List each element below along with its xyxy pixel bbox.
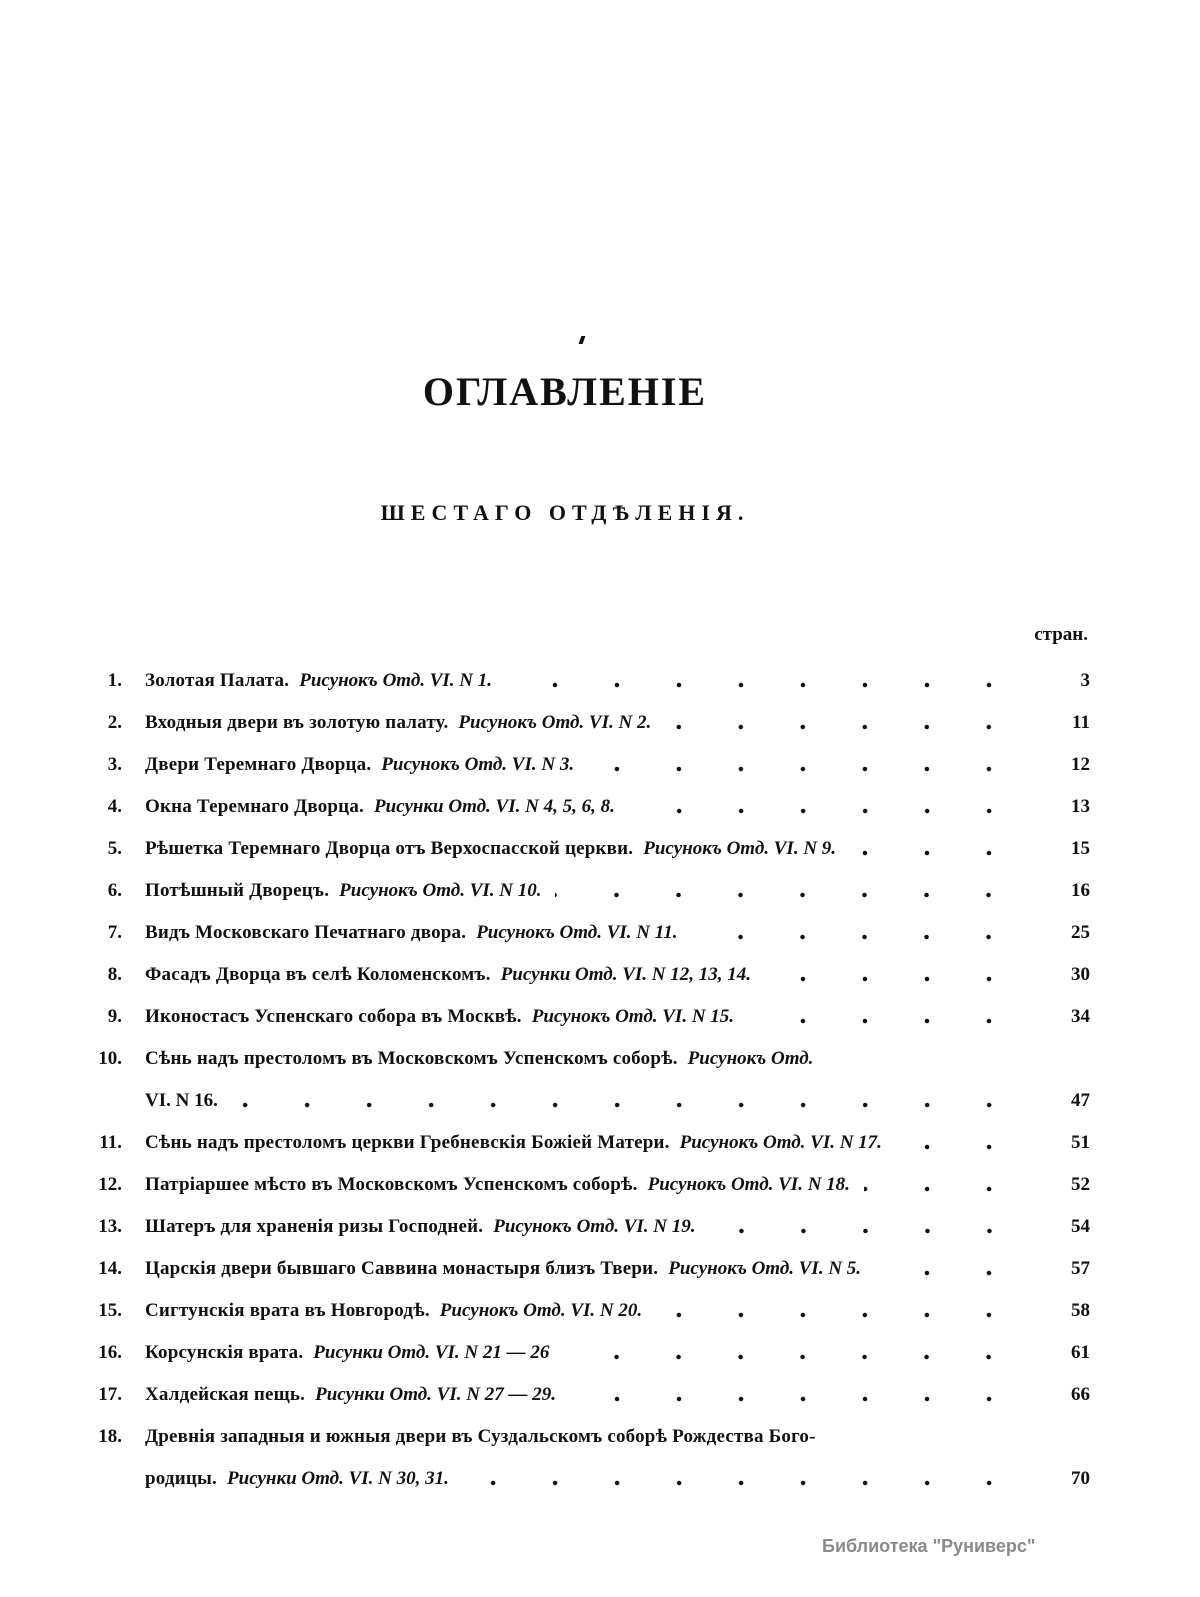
entry-figure-ref: Рисунокъ Отд. VI. N 19. <box>493 1216 696 1237</box>
toc-entry <box>80 1028 1090 1070</box>
toc-entry <box>80 776 1090 818</box>
entry-number: 14. <box>98 1258 122 1279</box>
dot-leader <box>506 682 1020 688</box>
toc-entry <box>80 860 1090 902</box>
entry-number: 11. <box>99 1132 122 1153</box>
entry-page-number: 34 <box>1071 1006 1090 1027</box>
dot-leader <box>588 766 1020 772</box>
dot-leader <box>896 1144 1020 1150</box>
dot-leader <box>748 1018 1020 1024</box>
entry-number: 3. <box>107 754 122 775</box>
dot-leader <box>665 724 1020 730</box>
entry-number: 4. <box>107 796 122 817</box>
entry-text <box>145 712 1026 734</box>
entry-page-number: 30 <box>1071 964 1090 985</box>
entry-page-number: 15 <box>1071 838 1090 859</box>
toc-entry <box>80 1280 1090 1322</box>
entry-page-number: 12 <box>1071 754 1090 775</box>
toc-entry <box>80 818 1090 860</box>
entry-figure-ref: Рисунки Отд. VI. N 4, 5, 6, 8. <box>373 796 615 817</box>
entry-title: Сигтунскія врата въ Новгородѣ. <box>145 1300 430 1321</box>
toc-entry <box>80 986 1090 1028</box>
entry-text <box>145 880 1026 902</box>
entry-number: 5. <box>107 838 122 859</box>
entry-title: Потѣшный Дворецъ. <box>145 880 330 901</box>
dot-leader <box>463 1480 1020 1486</box>
entry-page-number: 57 <box>1071 1258 1090 1279</box>
entry-text <box>145 922 1026 944</box>
page-column-label: стран. <box>1034 624 1088 645</box>
toc-entry <box>80 1322 1090 1364</box>
entry-page-number: 11 <box>1072 712 1090 733</box>
toc-entry <box>80 1364 1090 1406</box>
entry-figure-ref: Рисунокъ Отд. VI. N 17. <box>679 1132 882 1153</box>
entry-text <box>145 670 1026 692</box>
entry-figure-ref: Рисунокъ Отд. VI. N 15. <box>531 1006 735 1027</box>
toc-entry <box>80 1238 1090 1280</box>
entry-text <box>145 1216 1026 1238</box>
entry-page-number: 25 <box>1071 922 1090 943</box>
toc-entry-continuation <box>80 1070 1090 1112</box>
entry-number: 6. <box>107 880 122 901</box>
entry-figure-ref: Рисунокъ Отд. VI. N 18. <box>647 1174 850 1195</box>
dot-leader <box>710 1228 1020 1234</box>
entry-text <box>145 1426 1026 1448</box>
entry-figure-ref: Рисунки Отд. VI. N 27 — 29. <box>315 1384 556 1405</box>
entry-title: Видъ Московскаго Печатнаго двора. <box>145 922 467 943</box>
entry-text <box>145 1342 1026 1364</box>
toc-entry <box>80 1406 1090 1448</box>
entry-title: Окна Теремнаго Дворца. <box>145 796 364 817</box>
entry-number: 2. <box>107 712 122 733</box>
toc-entry <box>80 692 1090 734</box>
entry-figure-ref: Рисунокъ Отд. VI. N 5. <box>668 1258 862 1279</box>
entry-title: Царскія двери бывшаго Саввина монастыря близъ Твери. <box>145 1258 659 1279</box>
entry-title: Сѣнь надъ престоломъ церкви Гребневскія Божіей Матери. <box>145 1132 670 1153</box>
entry-figure-ref: Рисунокъ Отд. VI. N 20. <box>439 1300 643 1321</box>
dot-leader <box>691 934 1020 940</box>
entry-page-number: 16 <box>1071 880 1090 901</box>
entry-number: 13. <box>98 1216 122 1237</box>
dot-leader <box>875 1270 1020 1276</box>
entry-text-continuation <box>145 1468 1026 1490</box>
table-of-contents <box>80 650 1090 1490</box>
entry-text <box>145 838 1026 860</box>
entry-number: 12. <box>98 1174 122 1195</box>
entry-number: 18. <box>98 1426 122 1447</box>
stray-ink-mark <box>579 336 586 344</box>
toc-entry <box>80 650 1090 692</box>
entry-page-number: 3 <box>1080 670 1090 691</box>
entry-title: Древнія западныя и южныя двери въ Суздальскомъ соборѣ Рождества Бого- <box>145 1426 816 1447</box>
entry-page-number: 58 <box>1071 1300 1090 1321</box>
entry-page-number: 47 <box>1071 1090 1090 1111</box>
dot-leader <box>563 1354 1020 1360</box>
toc-entry <box>80 944 1090 986</box>
dot-leader <box>629 808 1020 814</box>
entry-title: Двери Теремнаго Дворца. <box>145 754 372 775</box>
entry-text <box>145 1384 1026 1406</box>
entry-number: 17. <box>98 1384 122 1405</box>
entry-number: 15. <box>98 1300 122 1321</box>
library-watermark: Библиотека "Руниверс" <box>822 1536 1036 1556</box>
entry-number: 8. <box>107 964 122 985</box>
entry-number: 7. <box>107 922 122 943</box>
dot-leader <box>570 1396 1020 1402</box>
dot-leader <box>765 976 1020 982</box>
entry-figure-ref: VI. N 16. <box>145 1090 218 1111</box>
entry-title: Сѣнь надъ престоломъ въ Московскомъ Успенскомъ соборѣ. <box>145 1048 678 1069</box>
entry-text <box>145 964 1026 986</box>
entry-number: 16. <box>98 1342 122 1363</box>
entry-figure-ref: Рисунки Отд. VI. N 12, 13, 14. <box>500 964 752 985</box>
entry-page-number: 51 <box>1071 1132 1090 1153</box>
entry-title: Корсунскія врата. <box>145 1342 304 1363</box>
entry-page-number: 66 <box>1071 1384 1090 1405</box>
entry-figure-ref: Рисунокъ Отд. VI. N 9. <box>643 838 837 859</box>
entry-text <box>145 754 1026 776</box>
entry-page-number: 70 <box>1071 1468 1090 1489</box>
entry-text <box>145 1006 1026 1028</box>
entry-text <box>145 1258 1026 1280</box>
entry-text <box>145 1048 1026 1070</box>
toc-entry <box>80 1154 1090 1196</box>
entry-figure-ref: Рисунокъ Отд. VI. N 2. <box>458 712 652 733</box>
entry-title: Патріаршее мѣсто въ Московскомъ Успенскомъ соборѣ. <box>145 1174 638 1195</box>
entry-title-continuation: родицы. <box>145 1468 218 1489</box>
entry-title: Рѣшетка Теремнаго Дворца отъ Верхоспасской церкви. <box>145 838 634 859</box>
entry-figure-ref: Рисунокъ Отд. VI. N 3. <box>381 754 575 775</box>
entry-text <box>145 1132 1026 1154</box>
entry-title: Иконостасъ Успенскаго собора въ Москвѣ. <box>145 1006 522 1027</box>
dot-leader <box>850 850 1020 856</box>
entry-figure-ref: Рисунокъ Отд. <box>687 1048 814 1069</box>
entry-figure-ref: Рисунокъ Отд. VI. N 11. <box>476 922 678 943</box>
entry-page-number: 52 <box>1071 1174 1090 1195</box>
dot-leader <box>232 1102 1020 1108</box>
toc-entry <box>80 902 1090 944</box>
entry-text-continuation <box>145 1090 1026 1112</box>
entry-page-number: 54 <box>1071 1216 1090 1237</box>
entry-figure-ref: Рисунокъ Отд. VI. N 10. <box>339 880 542 901</box>
page-title: ОГЛАВЛЕНІЕ <box>422 369 708 414</box>
entry-number: 9. <box>107 1006 122 1027</box>
section-subtitle: ШЕСТАГО ОТДѢЛЕНІЯ. <box>380 500 750 525</box>
entry-text <box>145 1174 1026 1196</box>
dot-leader <box>864 1186 1020 1192</box>
entry-figure-ref: Рисунки Отд. VI. N 30, 31. <box>227 1468 449 1489</box>
entry-text <box>145 1300 1026 1322</box>
entry-number: 10. <box>98 1048 122 1069</box>
toc-entry-continuation <box>80 1448 1090 1490</box>
entry-page-number: 13 <box>1071 796 1090 817</box>
entry-title: Фасадъ Дворца въ селѣ Коломенскомъ. <box>145 964 491 985</box>
toc-entry <box>80 1196 1090 1238</box>
entry-number: 1. <box>107 670 122 691</box>
entry-text <box>145 796 1026 818</box>
entry-title: Входныя двери въ золотую палату. <box>145 712 449 733</box>
entry-title: Халдейская пещь. <box>145 1384 306 1405</box>
entry-figure-ref: Рисунокъ Отд. VI. N 1. <box>299 670 493 691</box>
dot-leader <box>555 892 1020 898</box>
entry-title: Шатеръ для храненія ризы Господней. <box>145 1216 484 1237</box>
toc-entry <box>80 1112 1090 1154</box>
entry-figure-ref: Рисунки Отд. VI. N 21 — 26 <box>313 1342 550 1363</box>
entry-title: Золотая Палата. <box>145 670 290 691</box>
dot-leader <box>656 1312 1020 1318</box>
toc-entry <box>80 734 1090 776</box>
entry-page-number: 61 <box>1071 1342 1090 1363</box>
